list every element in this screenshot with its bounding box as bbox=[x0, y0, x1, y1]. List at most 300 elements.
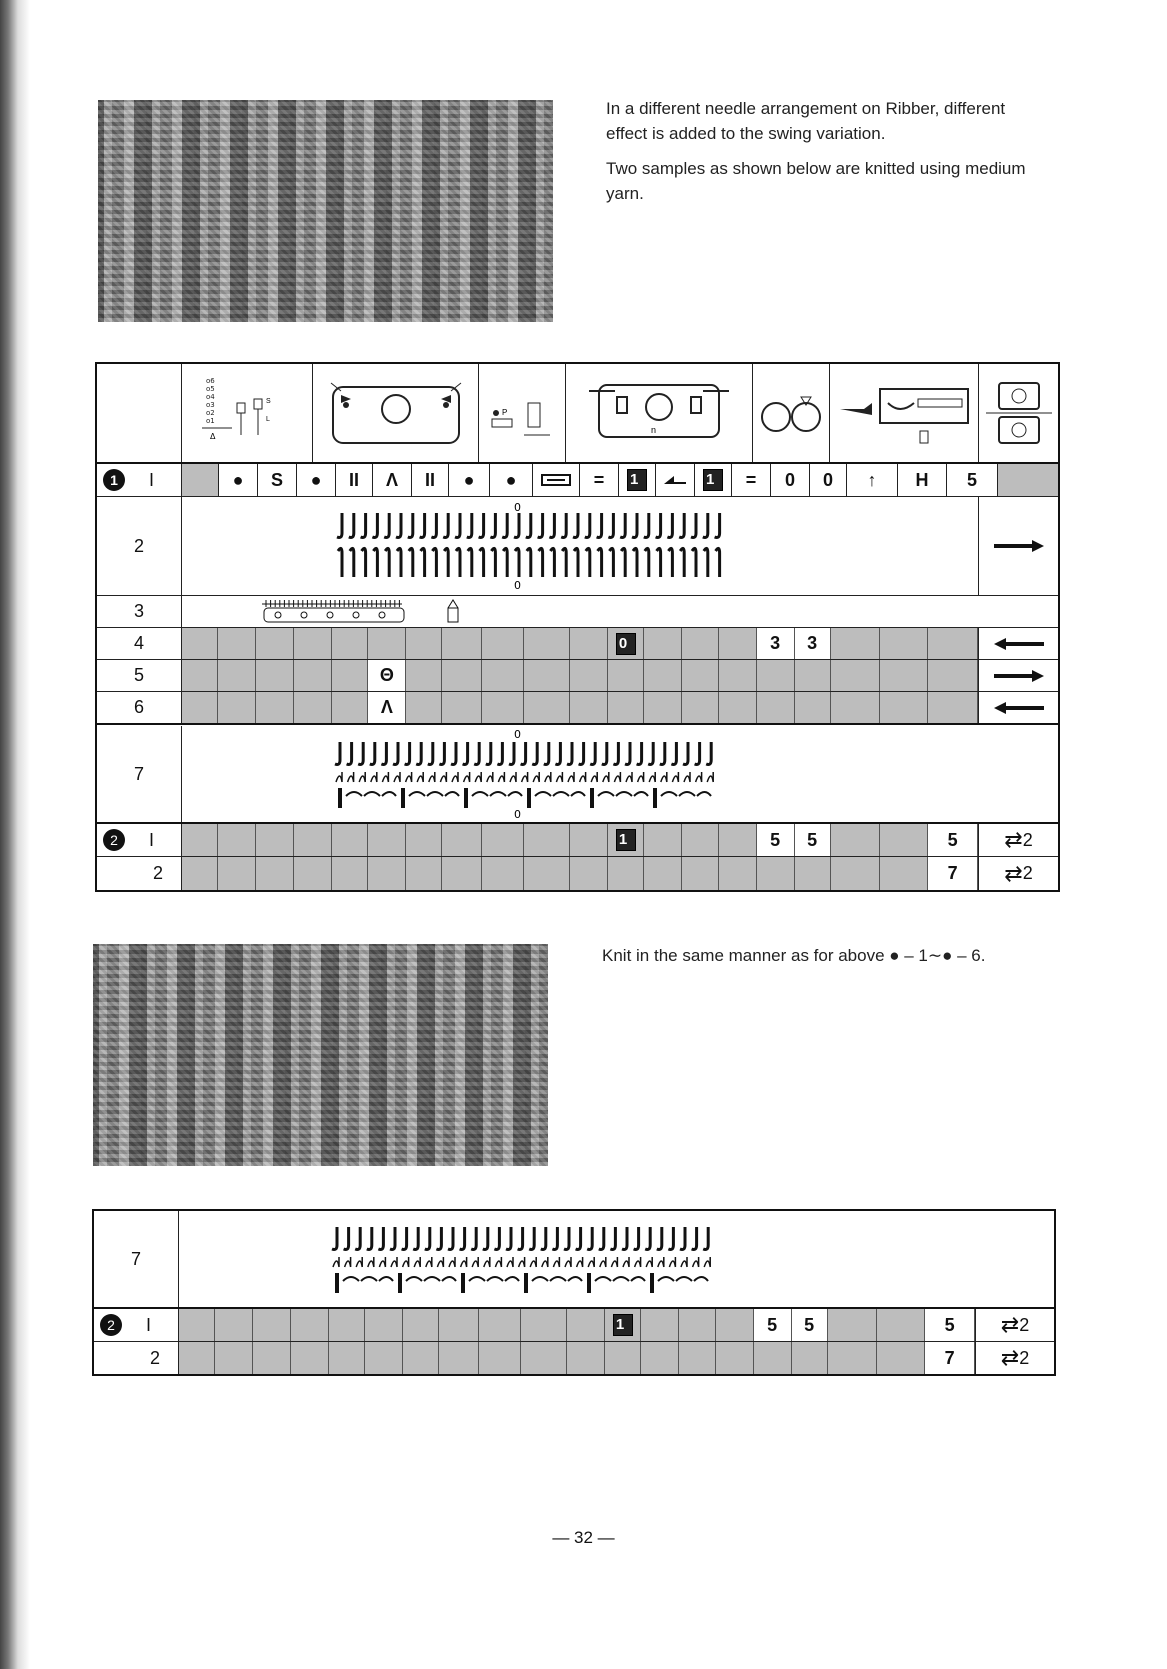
knit-loop-top bbox=[460, 1227, 465, 1250]
knit-loop-top bbox=[402, 1227, 407, 1250]
knit-swatch-photo-1 bbox=[98, 100, 553, 322]
grid-cell bbox=[644, 824, 682, 856]
knit-loop-top bbox=[622, 1227, 627, 1250]
table2-row-7 bbox=[94, 1211, 1054, 1309]
grid-cell bbox=[570, 692, 608, 723]
blank-cell bbox=[182, 464, 219, 496]
grid-cell bbox=[368, 628, 406, 659]
knit-loop-top bbox=[564, 1227, 569, 1250]
knit-loop-top bbox=[648, 742, 653, 765]
swing-stitch bbox=[707, 772, 713, 782]
knit-loop-top bbox=[451, 742, 456, 765]
setting-cell: H bbox=[898, 464, 947, 496]
knit-loop-top bbox=[490, 513, 495, 538]
swing-arrows-icon: ⇄ bbox=[1004, 827, 1023, 852]
swing-stitch bbox=[591, 772, 597, 782]
grid-cell bbox=[179, 1342, 215, 1374]
grid-cell bbox=[828, 1342, 878, 1374]
knit-loop-bottom bbox=[550, 548, 554, 577]
stitch-diagram bbox=[182, 497, 979, 595]
grid-cell: 5 bbox=[925, 1309, 975, 1341]
grid-cell bbox=[644, 857, 682, 890]
purl-loops bbox=[469, 1277, 519, 1281]
knit-loop-top bbox=[425, 1227, 430, 1250]
knit-loop-top bbox=[576, 1227, 581, 1250]
swing-stitch bbox=[348, 772, 354, 782]
grid-cell: 5 bbox=[795, 824, 831, 856]
knit-loop-top bbox=[573, 513, 578, 538]
grid-cell bbox=[608, 824, 644, 856]
grid-cell: Λ bbox=[368, 692, 406, 723]
grid-cell bbox=[294, 824, 332, 856]
knit-loop-top bbox=[555, 742, 560, 765]
knit-loop-top bbox=[486, 742, 491, 765]
machine-settings-header bbox=[97, 364, 1058, 464]
swing-stitch bbox=[661, 772, 667, 782]
swing-stitch bbox=[603, 772, 609, 782]
table1-row-2 bbox=[97, 497, 1058, 596]
swing-stitch bbox=[577, 1257, 583, 1267]
grid-cell bbox=[329, 1342, 365, 1374]
plating-feeder-icon bbox=[479, 364, 566, 462]
grid-cell bbox=[482, 628, 524, 659]
knit-loop-bottom bbox=[456, 548, 460, 577]
grid-cell bbox=[644, 692, 682, 723]
grid-cell bbox=[256, 660, 294, 691]
grid-cell bbox=[524, 857, 570, 890]
grid-cell bbox=[442, 660, 482, 691]
knit-loop-top bbox=[526, 513, 531, 538]
knit-loop-bottom bbox=[645, 548, 649, 577]
table2-row-8 bbox=[94, 1309, 1054, 1342]
row-number: 2 bbox=[97, 497, 182, 595]
grid-cell bbox=[719, 857, 757, 890]
grid-cell bbox=[521, 1309, 567, 1341]
transfer-carriage-icon bbox=[979, 364, 1058, 462]
swing-stitch bbox=[394, 772, 400, 782]
grid-cell: 3 bbox=[757, 628, 795, 659]
swing-stitch bbox=[510, 772, 516, 782]
feeder-icon-cell bbox=[533, 464, 580, 496]
grid-cell bbox=[294, 660, 332, 691]
swing-stitch bbox=[614, 772, 620, 782]
knit-loop-top bbox=[467, 513, 472, 538]
knit-loop-bottom bbox=[574, 548, 578, 577]
swing-stitch bbox=[600, 1257, 606, 1267]
grid-cell bbox=[880, 692, 928, 723]
grid-cell bbox=[880, 628, 928, 659]
grid-cell bbox=[406, 660, 442, 691]
knit-loop-top bbox=[703, 513, 708, 538]
knit-loop-top bbox=[416, 742, 421, 765]
svg-text:o3: o3 bbox=[206, 401, 215, 409]
grid-cell bbox=[831, 660, 881, 691]
swing-stitch bbox=[626, 772, 632, 782]
swing-stitch-diagram bbox=[182, 726, 1058, 822]
grid-cell bbox=[795, 857, 831, 890]
setting-box: 0 bbox=[616, 633, 636, 655]
grid-cell bbox=[877, 1342, 925, 1374]
knit-loop-top bbox=[463, 742, 468, 765]
grid-cell bbox=[368, 824, 406, 856]
grid-cell bbox=[880, 857, 928, 890]
knit-loop-top bbox=[552, 1227, 557, 1250]
carriage-lever-icon bbox=[313, 364, 479, 462]
grid-cell bbox=[182, 692, 218, 723]
knit-loop-top bbox=[405, 742, 410, 765]
repeat-count: 2 bbox=[1019, 1347, 1030, 1368]
knit-loop-bottom bbox=[491, 548, 495, 577]
grid-cell bbox=[218, 824, 256, 856]
swing-stitch bbox=[669, 1257, 675, 1267]
row-number: 7 bbox=[97, 726, 182, 822]
swing-arrows-icon: ⇄ bbox=[1000, 1312, 1020, 1337]
row-number: 5 bbox=[97, 660, 182, 691]
grid-cell bbox=[332, 692, 368, 723]
grid-cell bbox=[406, 824, 442, 856]
pattern-table-1 bbox=[95, 362, 1060, 892]
knit-loop-top bbox=[428, 742, 433, 765]
knit-loop-bottom bbox=[621, 548, 625, 577]
knit-loop-bottom bbox=[373, 548, 377, 577]
knit-loop-bottom bbox=[668, 548, 672, 577]
swing-stitch bbox=[556, 772, 562, 782]
swing-stitch bbox=[588, 1257, 594, 1267]
setting-cell: II bbox=[336, 464, 373, 496]
grid-cell bbox=[719, 692, 757, 723]
knit-loop-bottom bbox=[716, 548, 720, 577]
grid-cell bbox=[332, 857, 368, 890]
grid-cell bbox=[182, 628, 218, 659]
swing-stitch-svg bbox=[179, 1211, 739, 1305]
knit-loop-top bbox=[549, 513, 554, 538]
grid-cell bbox=[479, 1309, 521, 1341]
knit-loop-top bbox=[474, 742, 479, 765]
knit-loop-top bbox=[561, 513, 566, 538]
swing-stitch bbox=[623, 1257, 629, 1267]
swing-stitch bbox=[533, 772, 539, 782]
knit-loop-top bbox=[608, 513, 613, 538]
knit-loop-top bbox=[610, 1227, 615, 1250]
knit-loop-bottom bbox=[421, 548, 425, 577]
ribber-carriage-icon bbox=[566, 364, 753, 462]
purl-loops bbox=[661, 792, 711, 796]
swing-stitch bbox=[403, 1257, 409, 1267]
knit-loop-bottom bbox=[680, 548, 684, 577]
grid-cell bbox=[880, 824, 928, 856]
intro-text bbox=[606, 96, 1066, 206]
svg-text:0: 0 bbox=[514, 728, 521, 741]
knit-loop-top bbox=[393, 742, 398, 765]
knit-loop-top bbox=[431, 513, 436, 538]
grid-cell bbox=[828, 1309, 878, 1341]
setting-cell: ● bbox=[490, 464, 533, 496]
svg-text:n: n bbox=[651, 425, 657, 435]
swing-stitch bbox=[356, 1257, 362, 1267]
svg-text:o4: o4 bbox=[206, 393, 215, 401]
swing-stitch bbox=[336, 772, 342, 782]
setting-cell: II bbox=[412, 464, 449, 496]
knit-loop-top bbox=[529, 1227, 534, 1250]
knit-loop-top bbox=[644, 513, 649, 538]
knit-loop-top bbox=[587, 1227, 592, 1250]
knit-loop-top bbox=[532, 742, 537, 765]
swing-stitch bbox=[553, 1257, 559, 1267]
setting-cell: ● bbox=[297, 464, 336, 496]
knit-loop-top bbox=[541, 1227, 546, 1250]
knit-loop-top bbox=[502, 513, 507, 538]
tension-dial-icon bbox=[182, 364, 313, 462]
knit-loop-top bbox=[625, 742, 630, 765]
knit-loop-top bbox=[683, 742, 688, 765]
swing-stitch bbox=[417, 772, 423, 782]
swing-stitch-svg bbox=[182, 726, 742, 820]
second-instruction: Knit in the same manner as for above ● – 1∼● – 6. bbox=[602, 946, 986, 965]
knit-loop-bottom bbox=[338, 548, 342, 577]
knit-loop-bottom bbox=[598, 548, 602, 577]
grid-cell bbox=[332, 628, 368, 659]
knit-loop-bottom bbox=[480, 548, 484, 577]
grid-cell bbox=[567, 1342, 605, 1374]
section-2-badge: 2 bbox=[100, 1314, 122, 1336]
knit-loop-top bbox=[506, 1227, 511, 1250]
svg-text:o2: o2 bbox=[206, 409, 215, 417]
grid-cell bbox=[442, 628, 482, 659]
knit-loop-top bbox=[590, 742, 595, 765]
grid-cell: 5 bbox=[928, 824, 978, 856]
grid-cell bbox=[644, 628, 682, 659]
intro-line-2: effect is added to the swing variation. bbox=[606, 124, 886, 143]
swing-stitch bbox=[452, 772, 458, 782]
knit-loop-bottom bbox=[515, 548, 519, 577]
table1-row-1 bbox=[97, 464, 1058, 497]
swing-stitch bbox=[684, 772, 690, 782]
table1-row-7 bbox=[97, 726, 1058, 824]
knit-loop-top bbox=[715, 513, 720, 538]
row-number: 4 bbox=[97, 628, 182, 659]
knit-loop-top bbox=[599, 1227, 604, 1250]
swing-stitch bbox=[437, 1257, 443, 1267]
grid-cell: 5 bbox=[792, 1309, 828, 1341]
grid-cell bbox=[215, 1309, 253, 1341]
grid-cell bbox=[291, 1342, 329, 1374]
swing-stitch bbox=[672, 772, 678, 782]
row-counter-icon bbox=[830, 364, 979, 462]
grid-cell bbox=[182, 660, 218, 691]
grid-cell bbox=[442, 824, 482, 856]
grid-cell bbox=[567, 1309, 605, 1341]
knit-loop-bottom bbox=[409, 548, 413, 577]
setting-cell: ↑ bbox=[847, 464, 898, 496]
svg-text:o6: o6 bbox=[206, 377, 215, 385]
knit-loop-bottom bbox=[397, 548, 401, 577]
knit-loop-bottom bbox=[609, 548, 613, 577]
setting-box: 1 bbox=[627, 469, 647, 491]
knit-loop-top bbox=[518, 1227, 523, 1250]
swing-stitch bbox=[487, 772, 493, 782]
swing-stitch bbox=[333, 1257, 339, 1267]
knit-loop-bottom bbox=[432, 548, 436, 577]
knit-loop-top bbox=[668, 1227, 673, 1250]
swing-stitch bbox=[522, 772, 528, 782]
grid-cell bbox=[682, 857, 718, 890]
grid-cell bbox=[682, 660, 718, 691]
grid-cell bbox=[795, 692, 831, 723]
swing-stitch bbox=[580, 772, 586, 782]
knit-loop-top bbox=[361, 513, 366, 538]
grid-cell bbox=[406, 857, 442, 890]
table1-row-6 bbox=[97, 692, 1058, 725]
swing-arrows-icon: ⇄ bbox=[1004, 860, 1023, 886]
knit-loop-top bbox=[344, 1227, 349, 1250]
grid-cell bbox=[716, 1342, 754, 1374]
grid-cell bbox=[482, 824, 524, 856]
grid-cell bbox=[332, 824, 368, 856]
grid-cell bbox=[880, 660, 928, 691]
knit-loop-bottom bbox=[692, 548, 696, 577]
knit-loop-top bbox=[413, 1227, 418, 1250]
setting-cell: = bbox=[732, 464, 771, 496]
swing-stitch bbox=[379, 1257, 385, 1267]
grid-cell bbox=[831, 824, 881, 856]
grid-cell bbox=[524, 824, 570, 856]
grid-cell bbox=[719, 628, 757, 659]
swing-arrows-icon: ⇄ bbox=[1000, 1345, 1020, 1370]
arrow-left-icon bbox=[978, 628, 1058, 659]
svg-text:P: P bbox=[502, 408, 508, 417]
grid-cell bbox=[757, 857, 795, 890]
grid-cell bbox=[439, 1309, 479, 1341]
blank-cell bbox=[998, 464, 1058, 496]
grid-cell bbox=[253, 1309, 291, 1341]
knit-loop-bottom bbox=[350, 548, 354, 577]
setting-grid bbox=[179, 1309, 975, 1341]
knit-loop-top bbox=[634, 1227, 639, 1250]
setting-cell: S bbox=[258, 464, 297, 496]
row-number: 2 bbox=[150, 1347, 161, 1368]
knit-loop-top bbox=[335, 742, 340, 765]
knit-loop-top bbox=[347, 742, 352, 765]
grid-cell bbox=[365, 1342, 403, 1374]
repeat-count: 2 bbox=[1022, 863, 1033, 883]
grid-cell bbox=[256, 824, 294, 856]
table1-row-8 bbox=[97, 824, 1058, 857]
knit-loop-bottom bbox=[362, 548, 366, 577]
swing-stitch bbox=[464, 772, 470, 782]
grid-cell bbox=[294, 857, 332, 890]
knit-loop-top bbox=[479, 513, 484, 538]
swing-stitch bbox=[449, 1257, 455, 1267]
swing-stitch bbox=[484, 1257, 490, 1267]
grid-cell bbox=[329, 1309, 365, 1341]
grid-cell bbox=[644, 660, 682, 691]
row-number: 7 bbox=[94, 1211, 179, 1307]
knit-loop-top bbox=[514, 513, 519, 538]
grid-cell bbox=[524, 660, 570, 691]
grid-cell bbox=[757, 692, 795, 723]
row-number: 3 bbox=[97, 596, 182, 627]
grid-cell bbox=[754, 1342, 792, 1374]
table1-row-5 bbox=[97, 660, 1058, 692]
grid-cell bbox=[215, 1342, 253, 1374]
grid-cell bbox=[403, 1342, 439, 1374]
arrow-left-icon bbox=[978, 692, 1058, 723]
swing-stitch bbox=[426, 1257, 432, 1267]
row-number: I bbox=[149, 469, 155, 490]
setting-cell: 5 bbox=[947, 464, 998, 496]
grid-cell: 5 bbox=[754, 1309, 792, 1341]
swing-stitch bbox=[461, 1257, 467, 1267]
purl-loops bbox=[409, 792, 459, 796]
swing-stitch bbox=[345, 1257, 351, 1267]
grid-cell bbox=[482, 857, 524, 890]
setting-box: 1 bbox=[616, 829, 636, 851]
grid-cell bbox=[719, 824, 757, 856]
grid-cell bbox=[218, 628, 256, 659]
grid-cell bbox=[608, 660, 644, 691]
knit-loop-top bbox=[602, 742, 607, 765]
header-blank-cell bbox=[97, 364, 182, 462]
svg-text:o1: o1 bbox=[206, 417, 215, 425]
grid-cell: 7 bbox=[928, 857, 978, 890]
knit-loop-bottom bbox=[385, 548, 389, 577]
knit-loop-top bbox=[448, 1227, 453, 1250]
grid-cell bbox=[928, 692, 978, 723]
swing-stitch bbox=[638, 772, 644, 782]
grid-cell bbox=[439, 1342, 479, 1374]
grid-cell bbox=[332, 660, 368, 691]
grid-cell bbox=[570, 824, 608, 856]
grid-cell bbox=[294, 628, 332, 659]
knit-loop-top bbox=[637, 742, 642, 765]
grid-cell bbox=[218, 660, 256, 691]
knit-loop-top bbox=[381, 742, 386, 765]
grid-cell bbox=[757, 660, 795, 691]
setting-grid bbox=[182, 857, 978, 890]
swing-stitch bbox=[646, 1257, 652, 1267]
knit-loop-top bbox=[657, 1227, 662, 1250]
grid-cell bbox=[608, 628, 644, 659]
swing-stitch bbox=[440, 772, 446, 782]
swing-stitch bbox=[429, 772, 435, 782]
setting-grid bbox=[182, 660, 978, 691]
setting-grid bbox=[179, 1342, 975, 1374]
knit-loop-top bbox=[613, 742, 618, 765]
swing-stitch bbox=[495, 1257, 501, 1267]
swing-stitch bbox=[371, 772, 377, 782]
knit-loop-bottom bbox=[704, 548, 708, 577]
setting-cell: 0 bbox=[810, 464, 847, 496]
knit-loop-top bbox=[671, 742, 676, 765]
knit-loop-top bbox=[509, 742, 514, 765]
swing-stitch bbox=[406, 772, 412, 782]
knit-loop-bottom bbox=[586, 548, 590, 577]
knit-loop-top bbox=[645, 1227, 650, 1250]
grid-cell bbox=[716, 1309, 754, 1341]
grid-cell bbox=[256, 857, 294, 890]
knit-loop-top bbox=[337, 513, 342, 538]
grid-cell bbox=[928, 660, 978, 691]
knit-loop-top bbox=[396, 513, 401, 538]
intro-line-4: yarn. bbox=[606, 184, 644, 203]
knit-loop-top bbox=[332, 1227, 337, 1250]
knit-loop-top bbox=[408, 513, 413, 538]
grid-cell bbox=[641, 1309, 679, 1341]
setting-grid bbox=[182, 692, 978, 723]
page-binding-shadow bbox=[0, 0, 30, 1669]
setting-box: 1 bbox=[703, 469, 723, 491]
grid-cell bbox=[253, 1342, 291, 1374]
